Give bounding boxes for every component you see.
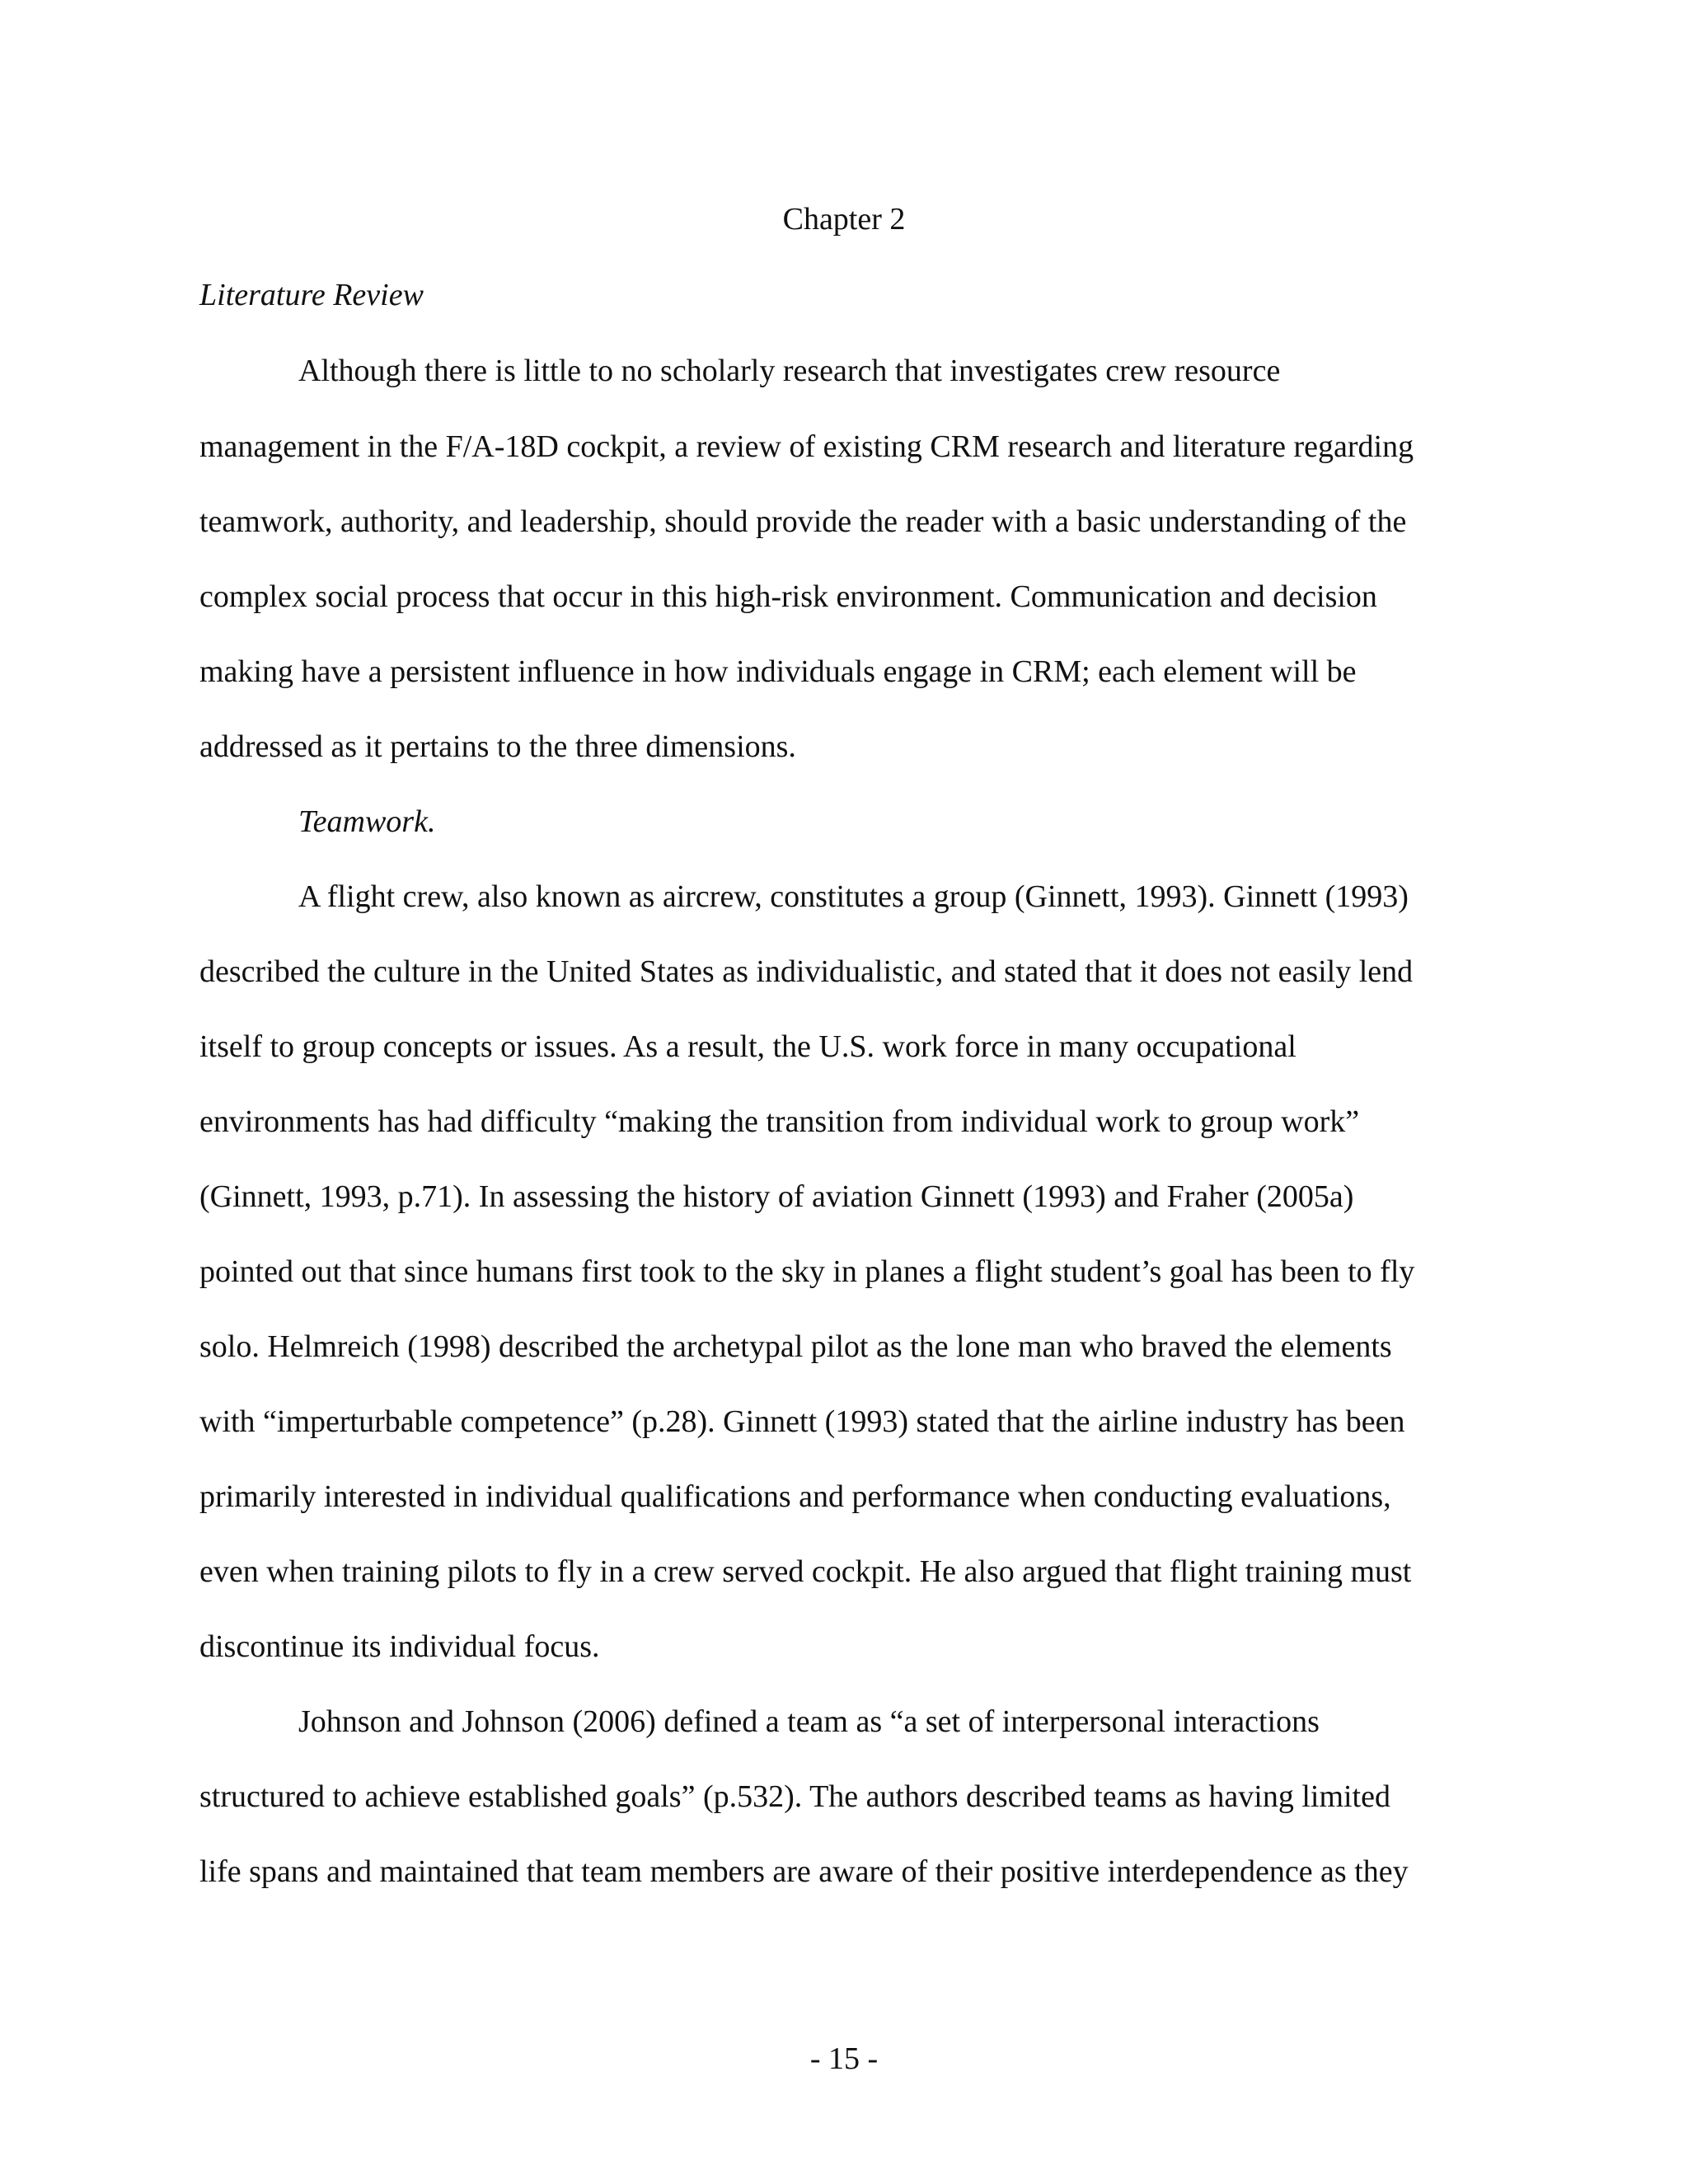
paragraph-3-line-2: structured to achieve established goals” (p.532). The authors described teams as having limited [199,1779,1390,1814]
paragraph-1-line-4: complex social process that occur in this high-risk environment. Communication and decision [199,579,1377,614]
subheading-teamwork: Teamwork. [298,804,436,839]
paragraph-1-line-3: teamwork, authority, and leadership, should provide the reader with a basic understanding of the [199,504,1407,539]
paragraph-2-line-11: discontinue its individual focus. [199,1629,600,1664]
paragraph-1-line-2: management in the F/A-18D cockpit, a review of existing CRM research and literature regarding [199,429,1414,464]
paragraph-3-line-3: life spans and maintained that team members are aware of their positive interdependence as they [199,1854,1409,1889]
chapter-title: Chapter 2 [782,202,906,237]
paragraph-2-line-5: (Ginnett, 1993, p.71). In assessing the history of aviation Ginnett (1993) and Fraher (2005a) [199,1179,1354,1214]
paragraph-1-line-1: Although there is little to no scholarly research that investigates crew resource [298,354,1281,388]
page-number: - 15 - [809,2041,879,2076]
paragraph-2-line-1: A flight crew, also known as aircrew, constitutes a group (Ginnett, 1993). Ginnett (1993) [298,879,1409,914]
paragraph-2-line-9: primarily interested in individual qualifications and performance when conducting evaluations, [199,1479,1391,1514]
paragraph-2-line-2: described the culture in the United States as individualistic, and stated that it does not easily lend [199,954,1414,989]
paragraph-1-line-6: addressed as it pertains to the three dimensions. [199,729,796,764]
paragraph-3-line-1: Johnson and Johnson (2006) defined a team as “a set of interpersonal interactions [298,1704,1320,1739]
paragraph-2-line-8: with “imperturbable competence” (p.28). Ginnett (1993) stated that the airline industry has been [199,1404,1405,1439]
paragraph-2-line-3: itself to group concepts or issues. As a result, the U.S. work force in many occupational [199,1029,1296,1064]
paragraph-2-line-10: even when training pilots to fly in a crew served cockpit. He also argued that flight training must [199,1554,1412,1589]
paragraph-2-line-7: solo. Helmreich (1998) described the archetypal pilot as the lone man who braved the elements [199,1329,1392,1364]
section-heading: Literature Review [199,278,424,312]
paragraph-2-line-6: pointed out that since humans first took to the sky in planes a flight student’s goal has been to fly [199,1254,1415,1289]
paragraph-2-line-4: environments has had difficulty “making the transition from individual work to group work” [199,1104,1360,1139]
paragraph-1-line-5: making have a persistent influence in how individuals engage in CRM; each element will be [199,654,1357,689]
